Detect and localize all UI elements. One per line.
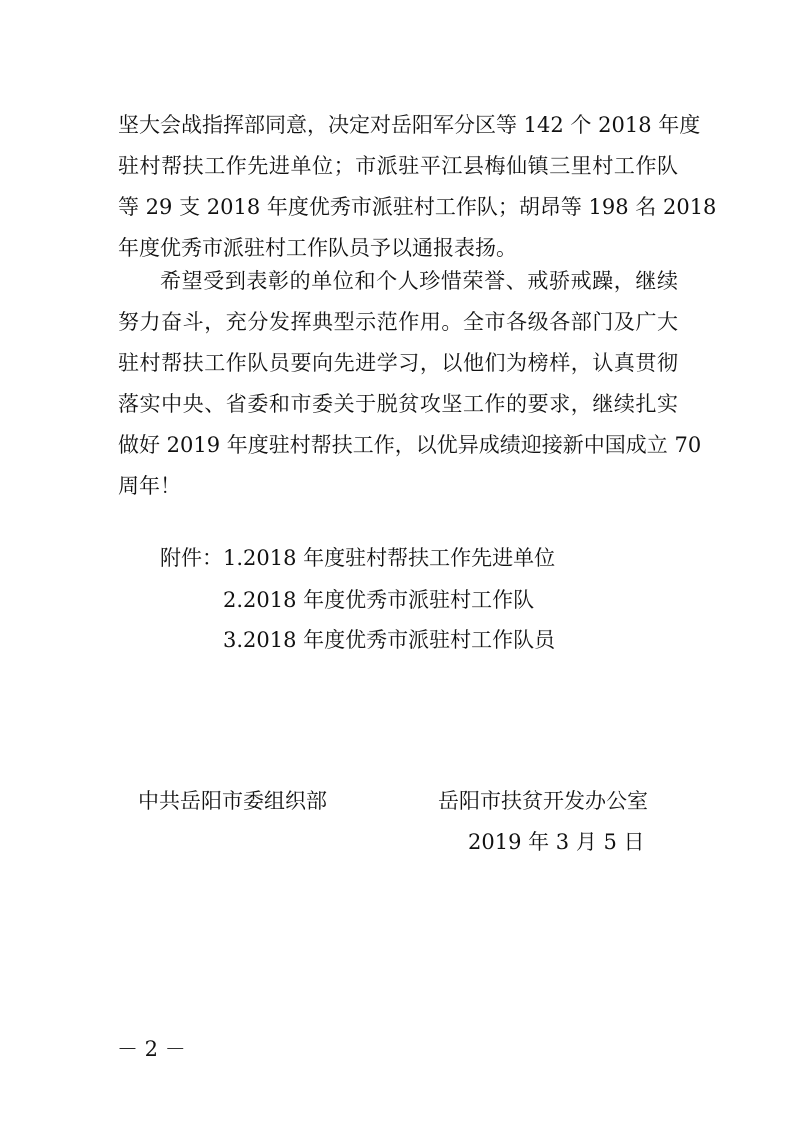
signature-left-org: 中共岳阳市委组织部 (138, 789, 327, 813)
signature-right-org: 岳阳市扶贫开发办公室 (438, 789, 648, 813)
attachment-item-1: 1.2018 年度驻村帮扶工作先进单位 (223, 546, 556, 570)
paragraph-2-line-5: 做好 2019 年度驻村帮扶工作，以优异成绩迎接新中国成立 70 (118, 433, 702, 457)
attachments-label: 附件： (160, 546, 223, 570)
paragraph-2-line-3: 驻村帮扶工作队员要向先进学习，以他们为榜样，认真贯彻 (118, 351, 678, 375)
paragraph-2-line-2: 努力奋斗，充分发挥典型示范作用。全市各级各部门及广大 (118, 310, 678, 334)
paragraph-1-line-1: 坚大会战指挥部同意，决定对岳阳军分区等 142 个 2018 年度 (118, 113, 701, 137)
paragraph-1-line-4: 年度优秀市派驻村工作队员予以通报表扬。 (118, 236, 517, 260)
paragraph-1-line-2: 驻村帮扶工作先进单位；市派驻平江县梅仙镇三里村工作队 (118, 154, 678, 178)
attachment-item-3: 3.2018 年度优秀市派驻村工作队员 (223, 628, 556, 652)
paragraph-2-line-4: 落实中央、省委和市委关于脱贫攻坚工作的要求，继续扎实 (118, 392, 678, 416)
signature-date: 2019 年 3 月 5 日 (468, 830, 645, 854)
page-number: － 2 － (117, 1037, 186, 1061)
paragraph-1-line-3: 等 29 支 2018 年度优秀市派驻村工作队；胡昂等 198 名 2018 (118, 195, 717, 219)
attachment-item-2: 2.2018 年度优秀市派驻村工作队 (223, 588, 535, 612)
paragraph-2-line-6: 周年！ (118, 474, 181, 498)
paragraph-2-line-1: 希望受到表彰的单位和个人珍惜荣誉、戒骄戒躁，继续 (160, 269, 678, 293)
